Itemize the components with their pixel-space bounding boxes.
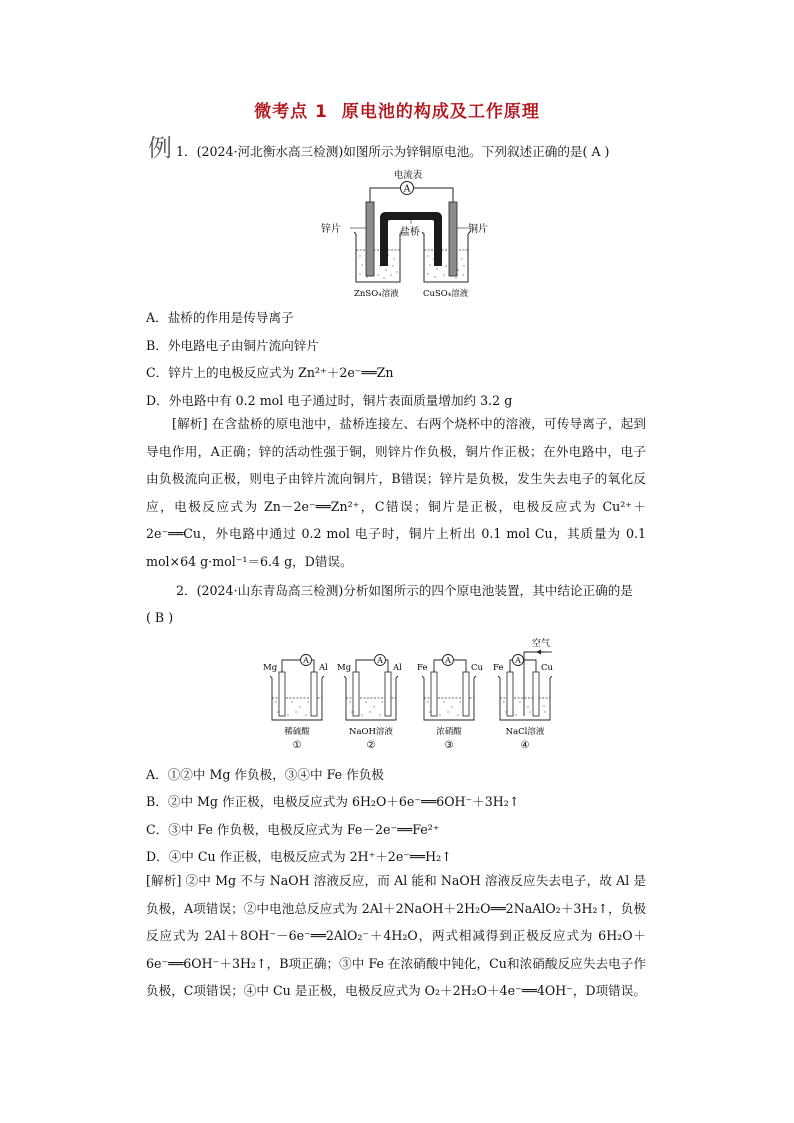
q1-ammeter-symbol: A [403, 184, 411, 195]
q2-analysis-tag: [解析] [146, 873, 182, 888]
q1-stem-close: ) [604, 144, 610, 159]
q2-stem-open: ( [146, 610, 151, 625]
q1-analysis [146, 410, 646, 575]
q1-copper-electrode [449, 202, 457, 276]
q1-copper-label: 铜片 [468, 224, 488, 235]
q2-option-a: A．①②中 Mg 作负极，③④中 Fe 作负极 [146, 767, 384, 782]
q1-figure [320, 166, 490, 302]
q1-option-b: B．外电路电子由铜片流向锌片 [146, 338, 319, 353]
q2-stem-close: ) [168, 610, 174, 625]
section-title-text: 原电池的构成及工作原理 [341, 102, 540, 122]
q2-cell-3-right-label: Cu [471, 663, 483, 673]
q2-cell-4-left-label: Fe [493, 663, 504, 673]
q2-cell-3-number: ③ [444, 740, 454, 751]
q1-option-c: C．锌片上的电极反应式为 Zn²⁺＋2e⁻══Zn [146, 365, 394, 380]
q2-cell-3-ammeter-symbol: A [445, 656, 451, 665]
q2-cell-2-left-label: Mg [337, 663, 352, 673]
q1-stem [176, 143, 609, 161]
q2-cell-3-left-label: Fe [417, 663, 428, 673]
q2-option-b: B．②中 Mg 作正极，电极反应式为 6H₂O＋6e⁻══6OH⁻＋3H₂↑ [146, 794, 520, 809]
q2-cell-2-right-label: Al [393, 663, 402, 673]
q2-cell-3 [417, 655, 484, 752]
q2-cell-1-ammeter-symbol: A [303, 656, 309, 665]
q1-right-beaker [422, 232, 470, 282]
q1-option-a: A．盐桥的作用是传导离子 [146, 310, 294, 325]
q2-cell-4-solution: NaCl溶液 [505, 727, 545, 737]
q1-salt-bridge-label: 盐桥 [400, 227, 420, 238]
section-title [0, 97, 794, 122]
q2-cell-2-solution: NaOH溶液 [349, 727, 393, 737]
q1-zinc-label: 锌片 [321, 224, 341, 235]
q1-left-solution-label: ZnSO₄溶液 [354, 289, 399, 299]
q1-left-beaker [354, 232, 402, 282]
q2-option-c: C．③中 Fe 作负极，电极反应式为 Fe－2e⁻══Fe²⁺ [146, 822, 440, 837]
q1-option-d: D．外电路中有 0.2 mol 电子通过时，铜片表面质量增加约 3.2 g [146, 393, 513, 408]
q2-cell-4-air-label: 空气 [532, 639, 551, 649]
q2-option-d: D．④中 Cu 作正极，电极反应式为 2H⁺＋2e⁻══H₂↑ [146, 849, 452, 864]
section-title-label: 微考点 1 [254, 102, 328, 122]
q2-stem-answer-line [146, 609, 173, 627]
q2-stem: 2．(2024·山东青岛高三检测)分析如图所示的四个原电池装置，其中结论正确的是 [176, 583, 633, 598]
q2-cell-4-ammeter-symbol: A [515, 656, 521, 665]
q1-answer: A [591, 144, 601, 159]
q1-zinc-electrode [366, 202, 374, 276]
q2-cell-3-solution: 浓硝酸 [436, 727, 462, 737]
q2-cell-4-number: ④ [520, 740, 530, 751]
q2-analysis [146, 867, 646, 1005]
q1-analysis-tag: [解析] [172, 416, 208, 431]
q1-ammeter-label: 电流表 [393, 170, 423, 181]
q2-cell-4-air-arrow-icon [536, 650, 541, 655]
q2-cell-1-number: ① [292, 740, 302, 751]
q2-cell-4 [493, 637, 554, 751]
q1-analysis-text: 在含盐桥的原电池中，盐桥连接左、右两个烧杯中的溶液，可传导离子，起到导电作用，A正确；锌的活动性强于铜，则锌片作负极，铜片作正极；在外电路中，电子由负极流向正极，则电子由锌片流向铜片，B错误；锌片是负极，发生失去电子的氧化反应，电极反应式为 Zn－2e⁻══Zn²⁺，C错误；铜片是正极，电极反应式为 Cu²⁺＋2e⁻══Cu，外电路中通过 0.2 mol 电子时，铜片上析出 0.1 mol Cu，其质量为 0.1 mol×64 g·mol⁻¹＝6.4 g，D错误。 [146, 416, 647, 569]
q2-cell-2-ammeter-symbol: A [377, 656, 383, 665]
q1-right-solution-label: CuSO₄溶液 [423, 289, 469, 299]
q2-cell-2 [337, 655, 402, 752]
q2-figure [256, 636, 566, 754]
q2-cell-2-number: ② [366, 740, 376, 751]
q1-stem-text: 1．(2024·河北衡水高三检测)如图所示为锌铜原电池。下列叙述正确的是( [176, 144, 588, 159]
q2-cell-1 [263, 655, 328, 752]
q2-cell-4-right-label: Cu [541, 663, 553, 673]
example-mark: 例 [148, 134, 172, 162]
q2-cell-1-solution: 稀硫酸 [284, 727, 310, 737]
q2-cell-1-left-label: Mg [263, 663, 278, 673]
q2-analysis-text: ②中 Mg 不与 NaOH 溶液反应，而 Al 能和 NaOH 溶液反应失去电子，故 Al 是负极，A项错误；②中电池总反应式为 2Al＋2NaOH＋2H₂O══2NaAlO₂＋3H₂↑，负极反应式为 2Al＋8OH⁻－6e⁻══2AlO₂⁻＋4H₂O，两式相减得到正极反应式为 6H₂O＋6e⁻══6OH⁻＋3H₂↑，B项正确；③中 Fe 在浓硝酸中钝化，Cu和浓硝酸反应失去电子作负极，C项错误；④中 Cu 是正极，电极反应式为 O₂＋2H₂O＋4e⁻══4OH⁻，D项错误。 [146, 873, 647, 998]
q2-answer: B [154, 610, 165, 625]
q2-cell-1-right-label: Al [319, 663, 328, 673]
